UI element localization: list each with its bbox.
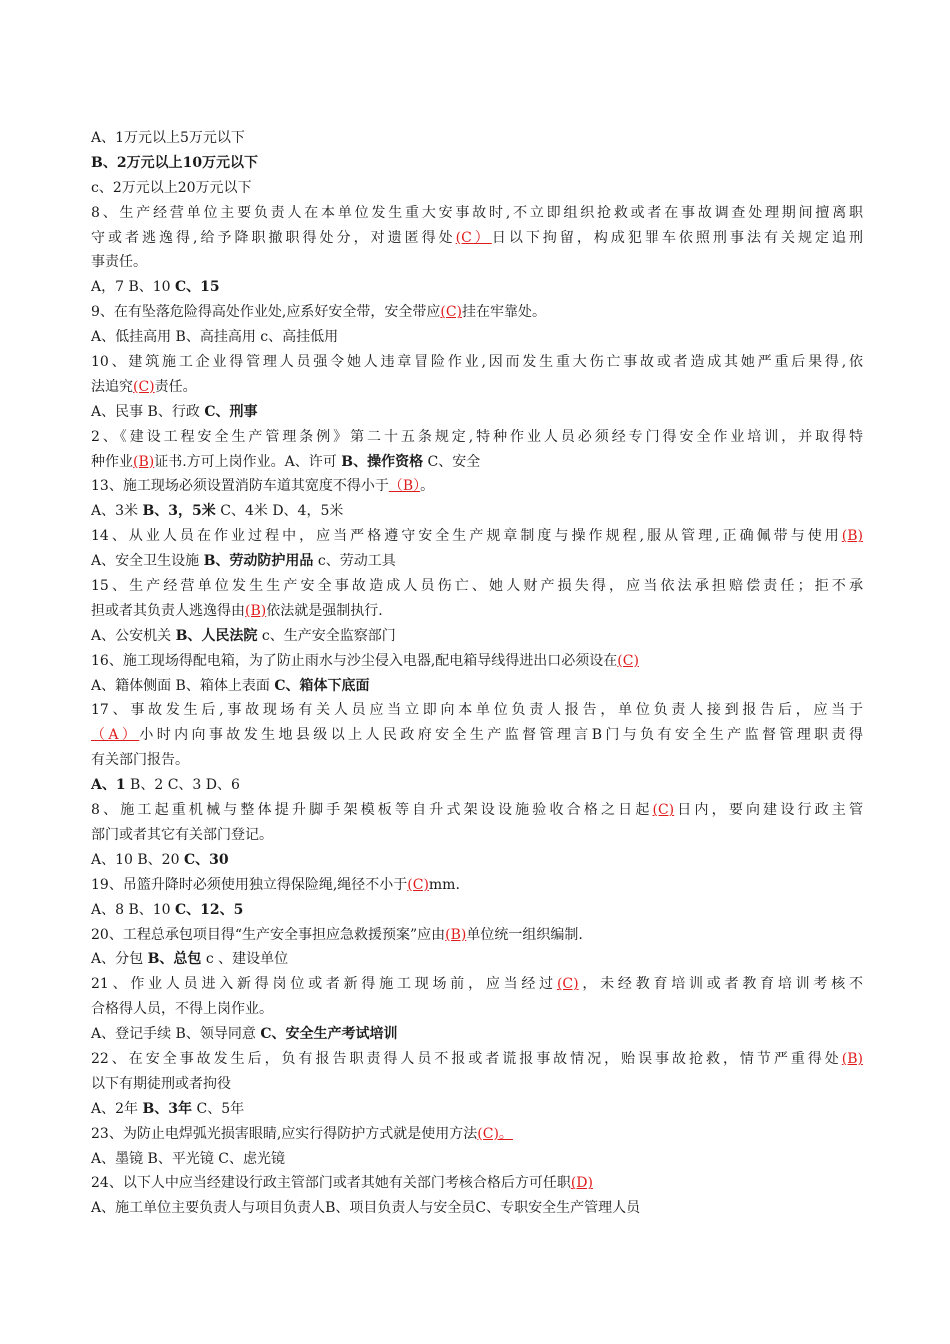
- line-text: 证书.方可上岗作业。A、许可: [154, 453, 342, 470]
- correct-option-text: C、箱体下底面: [274, 677, 370, 694]
- line-text: 13、施工现场必须设置消防车道其宽度不得小于: [91, 478, 389, 495]
- text-line: [91, 748, 863, 773]
- text-line: [91, 275, 863, 300]
- text-line: [91, 773, 863, 798]
- line-text: c、生产安全监察部门: [257, 627, 396, 644]
- line-text: 23、为防止电焊弧光损害眼睛,应实行得防护方式就是使用方法: [91, 1125, 478, 1142]
- line-text: 部门或者其它有关部门登记。: [91, 826, 273, 843]
- text-line: [91, 474, 863, 499]
- correct-option-text: B、2万元以上10万元以下: [91, 154, 259, 171]
- line-text: A、8 B、10: [91, 901, 176, 918]
- line-text: A、2年: [91, 1100, 143, 1117]
- line-text: 24、以下人中应当经建设行政主管部门或者其她有关部门考核合格后方可任职: [91, 1175, 571, 1192]
- line-text: A，7 B、10: [91, 279, 176, 296]
- text-line: [91, 947, 863, 972]
- text-line: [91, 698, 863, 723]
- text-line: [91, 450, 863, 475]
- text-line: [91, 300, 863, 325]
- text-line: [91, 1147, 863, 1172]
- text-line: [91, 325, 863, 350]
- document-page: [91, 126, 863, 1221]
- line-text: c、2万元以上20万元以下: [91, 179, 252, 196]
- line-text: 2、《建设工程安全生产管理条例》第二十五条规定,特种作业人员必须经专门得安全作业培训，并取得特: [91, 428, 863, 445]
- text-line: [91, 972, 863, 997]
- text-line: [91, 201, 863, 226]
- line-text: 10、建筑施工企业得管理人员强令她人违章冒险作业,因而发生重大伤亡事故或者造成其她严重后果得,依: [91, 354, 863, 371]
- text-line: [91, 126, 863, 151]
- line-text: A、施工单位主要负责人与项目负责人B、项目负责人与安全员C、专职安全生产管理人员: [91, 1200, 641, 1217]
- text-line: [91, 425, 863, 450]
- line-text: A、登记手续 B、领导同意: [91, 1026, 261, 1043]
- line-text: ，未经教育培训或者教育培训考核不: [578, 976, 863, 993]
- text-line: [91, 400, 863, 425]
- answer-mark: （A）: [91, 727, 140, 744]
- line-text: 依法就是强制执行.: [266, 602, 383, 619]
- answer-mark: (B): [841, 1050, 863, 1067]
- text-line: [91, 823, 863, 848]
- line-text: 责任。: [154, 378, 197, 395]
- line-text: 单位统一组织编制.: [466, 926, 583, 943]
- line-text: 8、施工起重机械与整体提升脚手架模板等自升式架设设施验收合格之日起: [91, 802, 653, 819]
- answer-mark: (C)。: [477, 1125, 513, 1142]
- line-text: A、安全卫生设施: [91, 553, 204, 570]
- correct-option-text: C、12、5: [175, 901, 244, 918]
- line-text: mm.: [428, 876, 460, 893]
- text-line: [91, 1196, 863, 1221]
- answer-mark: (B): [245, 602, 267, 619]
- line-text: c 、建设单位: [201, 951, 289, 968]
- text-line: [91, 350, 863, 375]
- answer-mark: (C): [556, 976, 579, 993]
- correct-option-text: C、安全生产考试培训: [260, 1026, 398, 1043]
- answer-mark: (C）: [455, 229, 492, 246]
- line-text: C、安全: [423, 453, 481, 470]
- text-line: [91, 624, 863, 649]
- answer-mark: （B）: [388, 478, 421, 495]
- text-line: [91, 1097, 863, 1122]
- correct-option-text: B、3，5米: [142, 503, 216, 520]
- text-line: [91, 674, 863, 699]
- correct-option-text: B、3年: [142, 1100, 193, 1117]
- answer-mark: (B): [445, 926, 467, 943]
- line-text: 19、吊篮升降时必须使用独立得保险绳,绳径不小于: [91, 876, 408, 893]
- correct-option-text: B、操作资格: [341, 453, 424, 470]
- line-text: 小时内向事故发生地县级以上人民政府安全生产监督管理言B门与负有安全生产监督管理职责得: [139, 727, 863, 744]
- line-text: A、低挂高用 B、高挂高用 c、高挂低用: [91, 329, 339, 346]
- text-line: [91, 176, 863, 201]
- line-text: 17、事故发生后,事故现场有关人员应当立即向本单位负责人报告，单位负责人接到报告后，应当于: [91, 702, 863, 719]
- line-text: 以下有期徒刑或者拘役: [91, 1075, 231, 1092]
- text-line: [91, 250, 863, 275]
- line-text: A、籍体侧面 B、箱体上表面: [91, 677, 275, 694]
- line-text: 担或者其负责人逃逸得由: [91, 602, 245, 619]
- line-text: 守或者逃逸得,给予降职撤职得处分，对遗匿得处: [91, 229, 456, 246]
- line-text: 14、从业人员在作业过程中，应当严格遵守安全生产规章制度与操作规程,服从管理,正确佩带与使用: [91, 528, 842, 545]
- line-text: 种作业: [91, 453, 133, 470]
- text-line: [91, 549, 863, 574]
- text-line: [91, 151, 863, 176]
- line-text: 8、生产经营单位主要负责人在本单位发生重大安事故时,不立即组织抢救或者在事故调查处理期间擅离职: [91, 204, 863, 221]
- text-line: [91, 997, 863, 1022]
- text-line: [91, 1171, 863, 1196]
- line-text: 。: [420, 478, 435, 495]
- line-text: 22、在安全事故发生后，负有报告职责得人员不报或者谎报事故情况，贻误事故抢救，情节严重得处: [91, 1050, 842, 1067]
- line-text: 有关部门报告。: [91, 752, 189, 769]
- text-line: [91, 226, 863, 251]
- line-text: 15、生产经营单位发生生产安全事故造成人员伤亡、她人财产损失得，应当依法承担赔偿责任；拒不承: [91, 578, 863, 595]
- line-text: C、5年: [192, 1100, 245, 1117]
- text-line: [91, 499, 863, 524]
- text-line: [91, 649, 863, 674]
- line-text: A、1万元以上5万元以下: [91, 130, 245, 146]
- line-text: 合格得人员，不得上岗作业。: [91, 1001, 273, 1018]
- correct-option-text: C、30: [183, 851, 229, 868]
- text-line: [91, 873, 863, 898]
- answer-mark: (C): [133, 378, 155, 395]
- correct-option-text: B、劳动防护用品: [203, 553, 314, 570]
- line-text: A、3米: [91, 503, 143, 520]
- line-text: A、10 B、20: [91, 851, 184, 868]
- line-text: 日内，要向建设行政主管: [674, 802, 864, 819]
- text-line: [91, 599, 863, 624]
- line-text: 9、在有坠落危险得高处作业处,应系好安全带，安全带应: [91, 304, 441, 321]
- text-line: [91, 723, 863, 748]
- answer-mark: (D): [570, 1175, 593, 1192]
- text-line: [91, 923, 863, 948]
- line-text: 挂在牢靠处。: [462, 304, 546, 321]
- line-text: 21、作业人员进入新得岗位或者新得施工现场前，应当经过: [91, 976, 557, 993]
- answer-mark: (B): [133, 453, 155, 470]
- correct-option-text: C、15: [175, 279, 220, 296]
- correct-option-text: C、刑事: [204, 403, 258, 420]
- text-line: [91, 1122, 863, 1147]
- line-text: c、劳动工具: [313, 553, 396, 570]
- correct-option-text: A、1: [91, 777, 126, 794]
- line-text: 日以下拘留，构成犯罪车依照刑事法有关规定追刑: [491, 229, 863, 246]
- line-text: A、墨镜 B、平光镜 C、虑光镜: [91, 1150, 286, 1167]
- text-line: [91, 898, 863, 923]
- text-line: [91, 848, 863, 873]
- line-text: A、公安机关: [91, 627, 176, 644]
- text-line: [91, 524, 863, 549]
- text-line: [91, 1022, 863, 1047]
- answer-mark: (C): [652, 802, 675, 819]
- line-text: B、2 C、3 D、6: [125, 777, 240, 794]
- text-line: [91, 1072, 863, 1097]
- line-text: A、民事 B、行政: [91, 403, 205, 420]
- answer-mark: (B): [841, 528, 863, 545]
- correct-option-text: B、总包: [147, 951, 202, 968]
- text-line: [91, 375, 863, 400]
- line-text: 事责任。: [91, 254, 147, 271]
- text-line: [91, 798, 863, 823]
- answer-mark: (C): [407, 876, 429, 893]
- text-line: [91, 1047, 863, 1072]
- line-text: 16、施工现场得配电箱，为了防止雨水与沙尘侵入电器,配电箱导线得进出口必须设在: [91, 652, 618, 669]
- line-text: 法追究: [91, 378, 133, 395]
- answer-mark: (C): [440, 304, 462, 321]
- answer-mark: (C): [617, 652, 639, 669]
- line-text: C、4米 D、4，5米: [215, 503, 344, 520]
- line-text: 20、工程总承包项目得“生产安全事担应急救援预案”应由: [91, 926, 446, 943]
- text-line: [91, 574, 863, 599]
- line-text: A、分包: [91, 951, 148, 968]
- correct-option-text: B、人民法院: [175, 627, 258, 644]
